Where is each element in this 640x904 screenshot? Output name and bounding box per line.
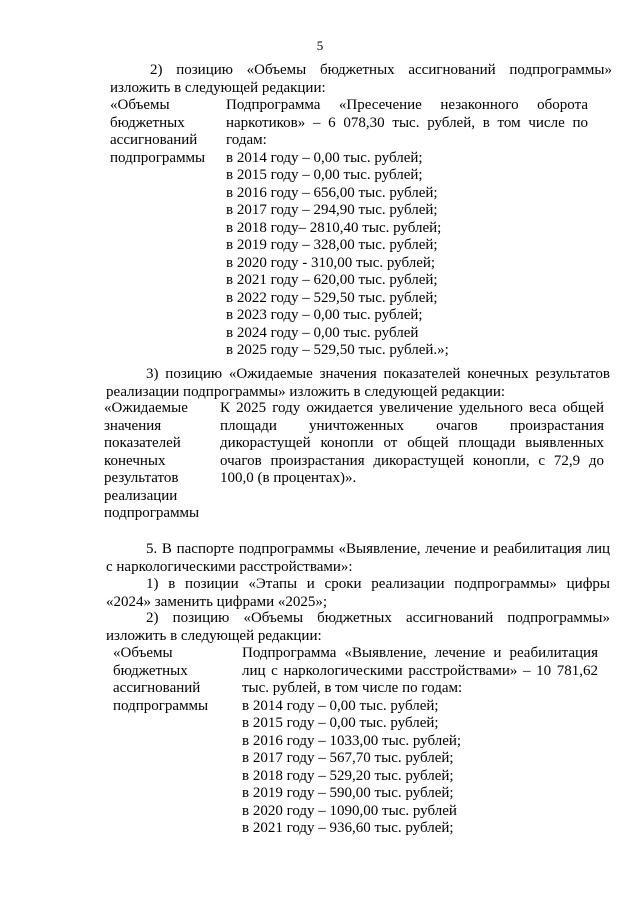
budget-label-2 — [113, 645, 208, 715]
label-line: «Объемы — [113, 645, 173, 661]
label-line: бюджетных — [113, 662, 188, 679]
budget-label-1 — [110, 97, 205, 167]
section5-heading — [106, 541, 610, 576]
budget-content-1 — [226, 97, 588, 360]
label-line: ассигнований — [113, 680, 201, 696]
label-line: показателей — [104, 435, 181, 451]
content-line: годам: — [226, 132, 267, 148]
year-line: в 2021 году – 620,00 тыс. рублей; — [226, 272, 438, 288]
label-line: результатов — [104, 470, 179, 486]
content-line: дикорастущей конопли от общей площади выявленных — [220, 435, 604, 451]
budget-block-2 — [113, 645, 603, 845]
label-line: подпрограммы — [110, 149, 206, 166]
year-line: в 2025 году – 529,50 тыс. рублей.»; — [226, 342, 449, 358]
content-line: наркотиков» – 6 078,30 тыс. рублей, в том числе по — [226, 114, 588, 131]
label-line: реализации — [104, 487, 178, 504]
year-line: в 2015 году – 0,00 тыс. рублей; — [242, 715, 439, 731]
item2-heading-line1: 2) позицию «Объемы бюджетных ассигнований подпрограммы» — [150, 62, 612, 78]
year-line: в 2014 году – 0,00 тыс. рублей; — [226, 149, 423, 166]
content-line: К 2025 году ожидается увеличение удельного веса общей — [220, 400, 604, 416]
label-line: бюджетных — [110, 114, 185, 131]
item3-heading-line1: 3) позицию «Ожидаемые значения показателей конечных результатов — [146, 366, 610, 382]
year-line: в 2022 году – 529,50 тыс. рублей; — [226, 289, 438, 306]
content-line: площади уничтоженных очагов произрастания — [220, 417, 604, 434]
year-line: в 2014 году – 0,00 тыс. рублей; — [242, 697, 439, 714]
label-line: подпрограммы — [104, 505, 200, 521]
section5-item2-line1: 2) позицию «Объемы бюджетных ассигнований подпрограммы» — [146, 610, 610, 626]
year-line: в 2018 году – 529,20 тыс. рублей; — [242, 767, 454, 784]
label-line: подпрограммы — [113, 697, 209, 714]
content-line: лиц с наркологическими расстройствами» – 10 781,62 — [242, 662, 598, 679]
year-line: в 2024 году – 0,00 тыс. рублей — [226, 324, 419, 341]
year-line: в 2017 году – 294,90 тыс. рублей; — [226, 202, 438, 218]
indicators-block — [104, 400, 604, 525]
content-line: очагов произрастания дикорастущей конопли, с 72,9 до — [220, 452, 604, 469]
item2-heading — [110, 62, 612, 97]
content-line: тыс. рублей, в том числе по годам: — [242, 680, 463, 696]
section5-item2-line2: изложить в следующей редакции: — [106, 627, 322, 644]
indicators-content — [220, 400, 604, 488]
label-line: ассигнований — [110, 132, 198, 148]
section5-heading-line1: 5. В паспорте подпрограммы «Выявление, лечение и реабилитация лиц — [146, 541, 610, 557]
year-line: в 2019 году – 328,00 тыс. рублей; — [226, 237, 438, 253]
page-number: 5 — [316, 38, 324, 53]
section5-item1 — [106, 576, 610, 611]
year-line: в 2020 году - 310,00 тыс. рублей; — [226, 254, 436, 271]
budget-content-2 — [242, 645, 598, 838]
section5-item1-line1: 1) в позиции «Этапы и сроки реализации подпрограммы» цифры — [146, 576, 610, 592]
content-line: 100,0 (в процентах)». — [220, 470, 357, 486]
content-line: Подпрограмма «Выявление, лечение и реабилитация — [242, 645, 598, 661]
year-line: в 2016 году – 1033,00 тыс. рублей; — [242, 732, 462, 749]
year-line: в 2018 году– 2810,40 тыс. рублей; — [226, 219, 442, 236]
budget-block-1 — [110, 97, 590, 357]
label-line: конечных — [104, 452, 166, 469]
label-line: «Объемы — [110, 97, 170, 113]
year-line: в 2015 году – 0,00 тыс. рублей; — [226, 167, 423, 183]
item3-heading-line2: реализации подпрограммы» изложить в следующей редакции: — [106, 383, 506, 400]
section5-item2 — [106, 610, 610, 645]
section5-heading-line2: с наркологическими расстройствами»: — [106, 558, 353, 575]
label-line: «Ожидаемые — [104, 400, 188, 416]
label-line: значения — [104, 417, 162, 434]
year-line: в 2017 году – 567,70 тыс. рублей; — [242, 750, 454, 766]
item3-heading — [106, 366, 610, 401]
content-line: Подпрограмма «Пресечение незаконного оборота — [226, 97, 588, 113]
year-line: в 2019 году – 590,00 тыс. рублей; — [242, 785, 454, 801]
year-line: в 2020 году – 1090,00 тыс. рублей — [242, 802, 457, 819]
item2-heading-line2: изложить в следующей редакции: — [110, 79, 326, 96]
indicators-label — [104, 400, 199, 523]
year-line: в 2016 году – 656,00 тыс. рублей; — [226, 184, 438, 201]
year-line: в 2021 году – 936,60 тыс. рублей; — [242, 820, 454, 836]
year-line: в 2023 году – 0,00 тыс. рублей; — [226, 307, 423, 323]
section5-item1-line2: «2024» заменить цифрами «2025»; — [106, 593, 328, 610]
